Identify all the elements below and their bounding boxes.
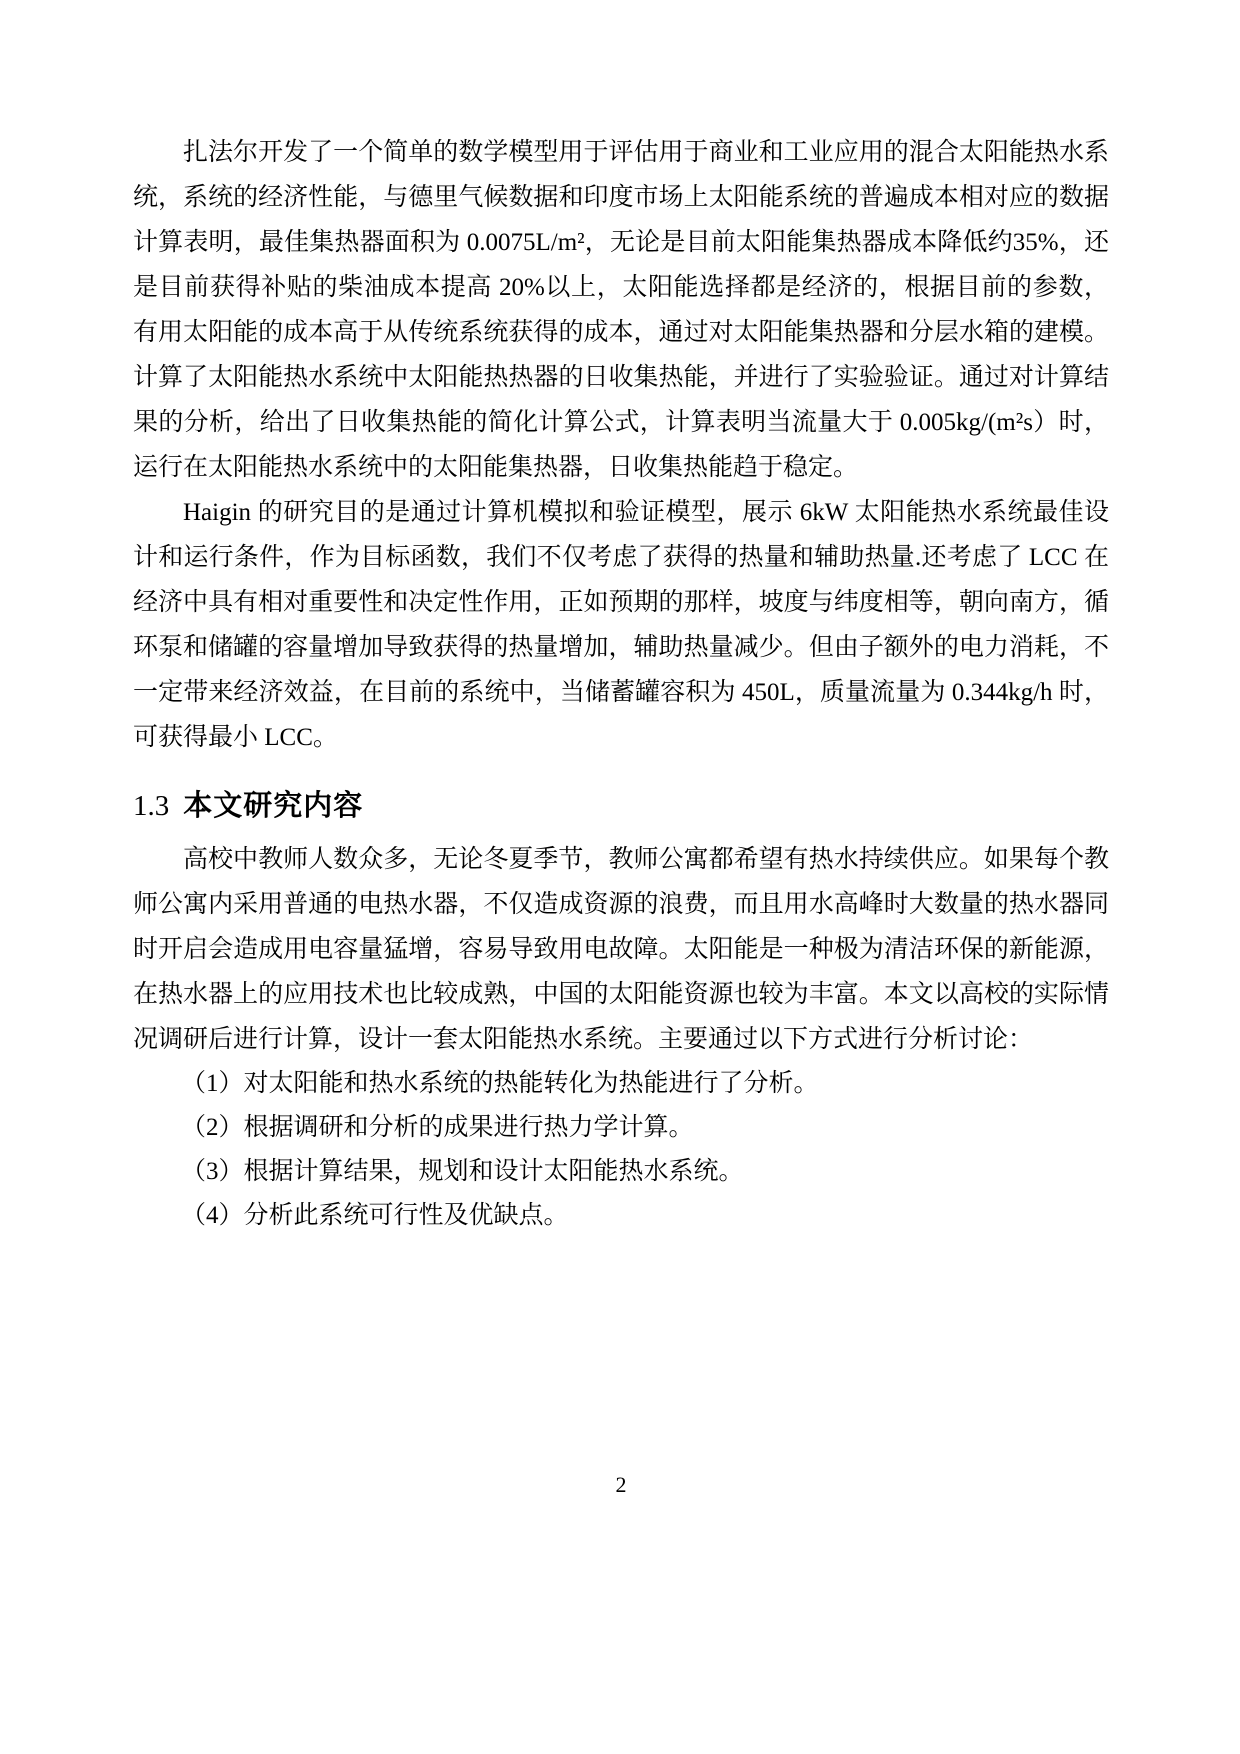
research-method-list <box>133 1062 1109 1238</box>
list-item: （1）对太阳能和热水系统的热能转化为热能进行了分析。 <box>181 1070 819 1097</box>
paragraph-research-intro: 高校中教师人数众多，无论冬夏季节，教师公寓都希望有热水持续供应。如果每个教师公寓内采用普通的电热水器，不仅造成资源的浪费，而且用水高峰时大数量的热水器同时开启会造成用电容量猛增，容易导致用电故障。太阳能是一种极为清洁环保的新能源，在热水器上的应用技术也比较成熟，中国的太阳能资源也较为丰富。本文以高校的实际情况调研后进行计算，设计一套太阳能热水系统。主要通过以下方式进行分析讨论： <box>133 846 1109 1053</box>
section-number: 1.3 <box>133 790 170 822</box>
page-number: 2 <box>615 1472 627 1497</box>
text-block <box>133 130 1109 1238</box>
list-item: （4）分析此系统可行性及优缺点。 <box>181 1202 569 1229</box>
list-item: （3）根据计算结果，规划和设计太阳能热水系统。 <box>181 1158 744 1185</box>
paragraph-haigin-study: Haigin 的研究目的是通过计算机模拟和验证模型，展示 6kW 太阳能热水系统最佳设计和运行条件，作为目标函数，我们不仅考虑了获得的热量和辅助热量.还考虑了 LCC 在经济中具有相对重要性和决定性作用，正如预期的那样，坡度与纬度相等，朝向南方，循环泵和储罐的容量增加导致获得的热量增加，辅助热量减少。但由子额外的电力消耗，不一定带来经济效益，在目前的系统中，当储蓄罐容积为 450L，质量流量为 0.344kg/h 时，可获得最小 LCC。 <box>133 499 1109 751</box>
paragraph-zafar-model: 扎法尔开发了一个简单的数学模型用于评估用于商业和工业应用的混合太阳能热水系统，系统的经济性能，与德里气候数据和印度市场上太阳能系统的普遍成本相对应的数据计算表明，最佳集热器面积为 0.0075L/m²，无论是目前太阳能集热器成本降低约35%，还是目前获得补贴的柴油成本提高 20%以上，太阳能选择都是经济的，根据目前的参数，有用太阳能的成本高于从传统系统获得的成本，通过对太阳能集热器和分层水箱的建模。计算了太阳能热水系统中太阳能热热器的日收集热能，并进行了实验验证。通过对计算结果的分析，给出了日收集热能的简化计算公式，计算表明当流量大于 0.005kg/(m²s）时，运行在太阳能热水系统中的太阳能集热器，日收集热能趋于稳定。 <box>133 139 1109 481</box>
list-item: （2）根据调研和分析的成果进行热力学计算。 <box>181 1114 694 1141</box>
section-title: 本文研究内容 <box>183 790 364 822</box>
section-heading <box>133 784 1109 829</box>
